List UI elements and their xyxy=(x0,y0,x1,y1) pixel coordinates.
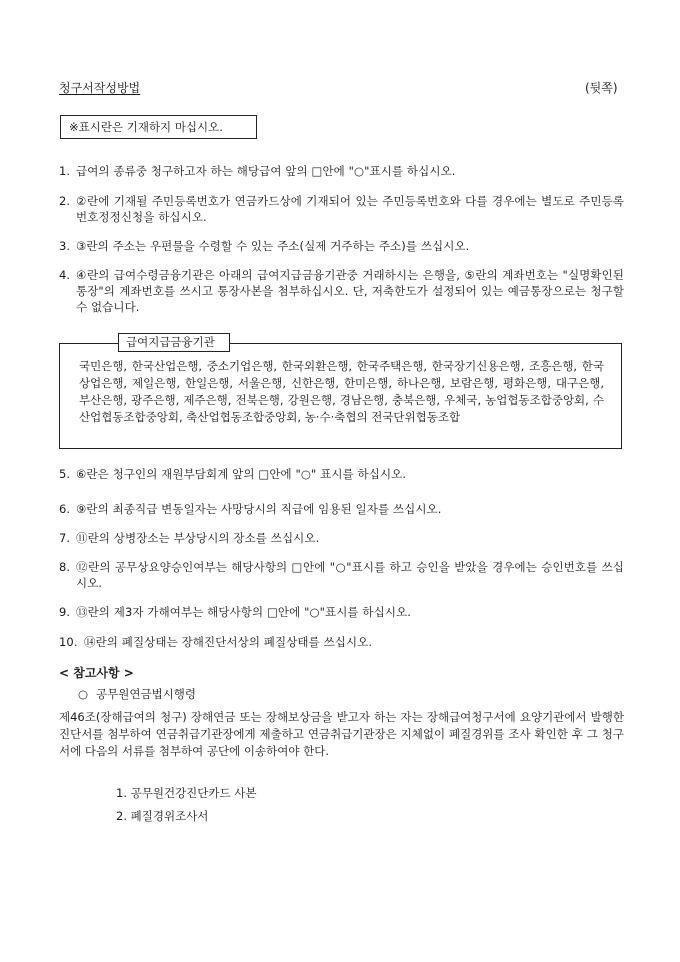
item-text: 급여의 종류중 청구하고자 하는 해당급여 앞의 □안에 "○"표시를 하십시오. xyxy=(76,164,456,178)
item-text: ③란의 주소는 우편물을 수령할 수 있는 주소(실제 거주하는 주소)를 쓰십시오. xyxy=(76,239,470,253)
item-text: ⑫란의 공무상요양승인여부는 해당사항의 □안에 "○"표시를 하고 승인을 받았을 경우에는 승인번호를 쓰십시오. xyxy=(76,560,624,590)
instruction-item xyxy=(59,267,624,315)
instruction-item xyxy=(59,530,624,546)
item-number: 9. xyxy=(59,605,71,619)
item-number: 10. xyxy=(59,635,78,649)
instruction-item xyxy=(59,604,624,620)
item-number: 8. xyxy=(59,560,71,574)
item-text: ⑥란은 청구인의 재원부담회계 앞의 □안에 "○" 표시를 하십시오. xyxy=(76,467,407,481)
item-text: ⑪란의 상병장소는 부상당시의 장소를 쓰십시오. xyxy=(76,531,320,545)
bank-list-label: 급여지급금융기관 xyxy=(118,333,230,352)
reference-law xyxy=(78,686,196,702)
item-number: 6. xyxy=(59,502,71,516)
item-number: 4. xyxy=(59,268,71,282)
attachment-item: 2. 폐질경위조사서 xyxy=(116,809,209,823)
side-label: (뒷쪽) xyxy=(585,81,618,95)
item-number: 5. xyxy=(59,467,71,481)
reference-law-name: 공무원연금법시행령 xyxy=(96,687,197,701)
item-number: 1. xyxy=(59,164,71,178)
item-text: ⑬란의 제3자 가해여부는 해당사항의 □안에 "○"표시를 하십시오. xyxy=(76,605,411,619)
item-text: ②란에 기재될 주민등록번호가 연금카드상에 기재되어 있는 주민등록번호와 다를 경우에는 별도로 주민등록번호정정신청을 하십시오. xyxy=(76,194,624,224)
item-number: 7. xyxy=(59,531,71,545)
item-number: 2. xyxy=(59,194,71,208)
instruction-item xyxy=(59,559,624,591)
instruction-item xyxy=(59,634,624,650)
document-title: 청구서작성방법 xyxy=(59,81,141,95)
bank-list-text: 국민은행, 한국산업은행, 중소기업은행, 한국외환은행, 한국주택은행, 한국장기신용은행, 조흥은행, 한국상업은행, 제일은행, 한일은행, 서울은행, 신한은행, 한미은행, 하나은행, 보람은행, 평화은행, 대구은행, 부산은행, 광주은행, 제주은행, 전북은행, 강원은행, 경남은행, 충북은행, 우체국, 농업협동조합중앙회, 수산업협동조합중앙회, 축산업협동조합중앙회, 농·수·축협의 전국단위협동조합 xyxy=(79,359,604,424)
reference-paragraph: 제46조(장해급여의 청구) 장해연금 또는 장해보상금을 받고자 하는 자는 장해급여청구서에 요양기관에서 발행한 진단서를 첨부하여 연금취급기관장에게 제출하고 연금취급기관장은 지체없이 폐질경위를 조사 확인한 후 그 청구서에 다음의 서류를 첨부하여 공단에 이송하여야 한다. xyxy=(59,710,624,758)
item-number: 3. xyxy=(59,239,71,253)
instruction-item xyxy=(59,193,624,225)
instruction-item xyxy=(59,238,624,254)
item-text: ④란의 급여수령금융기관은 아래의 급여지급금융기관중 거래하시는 은행을, ⑤란의 계좌번호는 "실명확인된 통장"의 계좌번호를 쓰시고 통장사본을 첨부하십시오. 단, 저축한도가 설정되어 있는 예금통장으로는 청구할 수 없습니다. xyxy=(76,268,624,314)
instruction-item xyxy=(59,163,624,179)
reference-heading: < 참고사항 > xyxy=(59,666,134,680)
item-text: ⑨란의 최종직급 변동일자는 사망당시의 직급에 임용된 일자를 쓰십시오. xyxy=(76,502,442,516)
instruction-item xyxy=(59,501,624,517)
item-text: ⑭란의 폐질상태는 장해진단서상의 폐질상태를 쓰십시오. xyxy=(84,635,373,649)
notice-box: ※표시란은 기재하지 마십시오. xyxy=(60,115,257,139)
instruction-item xyxy=(59,466,624,482)
bullet-icon: ○ xyxy=(78,687,89,701)
attachment-item: 1. 공무원건강진단카드 사본 xyxy=(116,786,257,800)
